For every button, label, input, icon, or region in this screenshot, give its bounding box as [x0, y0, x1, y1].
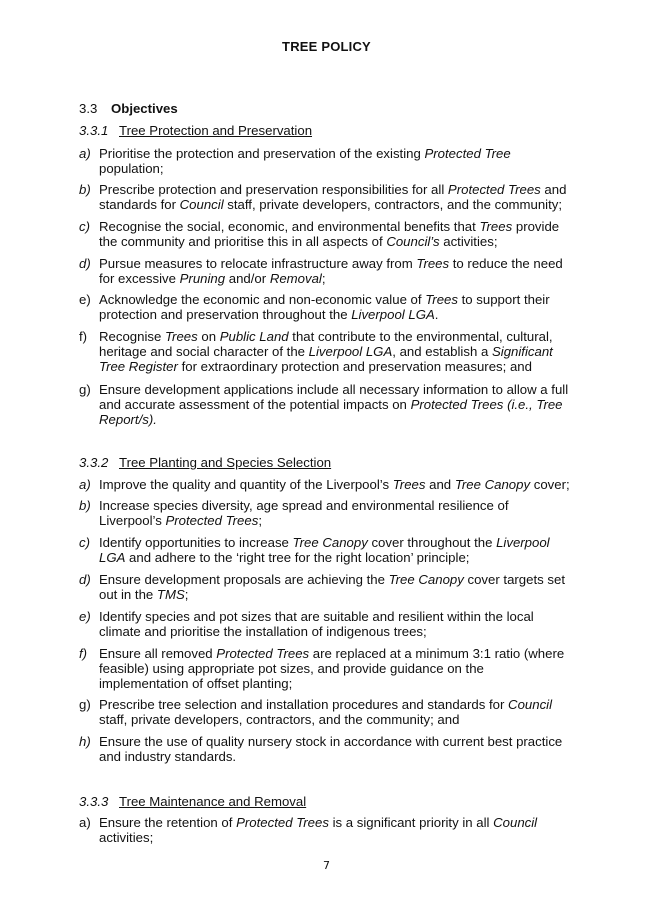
- defined-term: Protected Trees: [165, 513, 259, 528]
- defined-term: Protected Trees: [216, 646, 310, 661]
- defined-term: Trees: [392, 477, 426, 492]
- text-run: activities;: [439, 234, 498, 249]
- defined-term: Protected Trees: [236, 815, 329, 830]
- list-item: [79, 292, 579, 322]
- list-marker: b): [79, 182, 91, 197]
- list-marker: c): [79, 219, 90, 234]
- list-item-line: [99, 412, 579, 427]
- text-run: Ensure development proposals are achieving the: [99, 572, 389, 587]
- defined-term: TMS: [156, 587, 185, 602]
- list-item-line: [99, 830, 579, 845]
- list-item: [79, 498, 579, 528]
- list-item: [79, 477, 579, 492]
- text-run: staff, private developers, contractors, and the community; and: [99, 712, 460, 727]
- list-item: [79, 146, 579, 176]
- text-run: cover;: [530, 477, 570, 492]
- list-item-line: [99, 329, 579, 344]
- text-run: and/or: [225, 271, 270, 286]
- list-marker: a): [79, 815, 91, 830]
- list-item-line: [99, 749, 579, 764]
- text-run: cover targets set: [463, 572, 565, 587]
- text-run: and adhere to the ‘right tree for the right location’ principle;: [125, 550, 470, 565]
- list-item-line: [99, 697, 579, 712]
- list-item: [79, 329, 579, 374]
- subsection-heading-3-3-1: [79, 123, 312, 138]
- defined-term: Tree Canopy: [388, 572, 464, 587]
- page-number: 7: [323, 859, 330, 872]
- list-item: [79, 572, 579, 602]
- defined-term: Tree Canopy: [292, 535, 368, 550]
- list-item-line: [99, 646, 579, 661]
- section-number: 3.3: [79, 101, 98, 116]
- text-run: Liverpool’s: [99, 513, 166, 528]
- subsection-heading-3-3-3: [79, 794, 306, 809]
- text-run: are replaced at a minimum 3:1 ratio (where: [309, 646, 565, 661]
- subsection-number: 3.3.3: [79, 794, 109, 809]
- text-run: and accurate assessment of the potential impacts on: [99, 397, 411, 412]
- defined-term: Significant: [491, 344, 553, 359]
- text-run: on: [197, 329, 220, 344]
- list-item-line: [99, 661, 579, 676]
- list-item-line: [99, 712, 579, 727]
- text-run: cover throughout the: [367, 535, 497, 550]
- text-run: Prescribe tree selection and installation procedures and standards for: [99, 697, 509, 712]
- text-run: Ensure development applications include all necessary information to allow a full: [99, 382, 569, 397]
- text-run: to support their: [457, 292, 550, 307]
- defined-term: Council: [179, 197, 224, 212]
- list-item-line: [99, 572, 579, 587]
- list-item-line: [99, 292, 579, 307]
- text-run: for excessive: [99, 271, 180, 286]
- text-run: climate and prioritise the installation of indigenous trees;: [99, 624, 427, 639]
- text-run: Prescribe protection and preservation responsibilities for all: [99, 182, 448, 197]
- list-item: [79, 219, 579, 249]
- defined-term: Trees: [425, 292, 458, 307]
- text-run: for extraordinary protection and preservation measures; and: [177, 359, 532, 374]
- defined-term: Trees: [416, 256, 450, 271]
- section-heading: [79, 101, 178, 116]
- page-title: TREE POLICY: [282, 39, 371, 54]
- list-item-line: [99, 550, 579, 565]
- defined-term: Council: [493, 815, 538, 830]
- text-run: Ensure the retention of: [99, 815, 237, 830]
- list-item-line: [99, 477, 579, 492]
- text-run: Improve the quality and quantity of the Liverpool’s: [99, 477, 393, 492]
- text-run: feasible) using appropriate pot sizes, and provide guidance on the: [99, 661, 484, 676]
- text-run: Identify opportunities to increase: [99, 535, 293, 550]
- list-item-line: [99, 513, 579, 528]
- list-item-line: [99, 146, 579, 161]
- text-run: Recognise: [99, 329, 165, 344]
- text-run: implementation of offset planting;: [99, 676, 293, 691]
- text-run: Recognise the social, economic, and environmental benefits that: [99, 219, 480, 234]
- defined-term: Protected Trees (i.e., Tree: [410, 397, 563, 412]
- list-item-line: [99, 161, 579, 176]
- list-marker: h): [79, 734, 91, 749]
- list-item-line: [99, 734, 579, 749]
- list-item-line: [99, 676, 579, 691]
- defined-term: Protected Trees: [447, 182, 541, 197]
- list-item: [79, 182, 579, 212]
- text-run: Prioritise the protection and preservation of the existing: [99, 146, 425, 161]
- text-run: Ensure all removed: [99, 646, 217, 661]
- subsection-number: 3.3.2: [79, 455, 109, 470]
- text-run: to reduce the need: [449, 256, 563, 271]
- list-marker: a): [79, 146, 91, 161]
- text-run: provide: [512, 219, 560, 234]
- text-run: Increase species diversity, age spread and environmental resilience of: [99, 498, 509, 513]
- text-run: the community and prioritise this in all aspects of: [99, 234, 387, 249]
- defined-term: Liverpool: [496, 535, 550, 550]
- defined-term: Tree Canopy: [454, 477, 531, 492]
- list-marker: b): [79, 498, 91, 513]
- text-run: ;: [321, 271, 326, 286]
- text-run: and industry standards.: [99, 749, 237, 764]
- text-run: staff, private developers, contractors, and the community;: [223, 197, 563, 212]
- defined-term: Report/s).: [99, 412, 157, 427]
- defined-term: Pruning: [179, 271, 226, 286]
- defined-term: Trees: [479, 219, 513, 234]
- list-item-line: [99, 498, 579, 513]
- text-run: protection and preservation throughout the: [99, 307, 352, 322]
- list-item-line: [99, 219, 579, 234]
- subsection-number: 3.3.1: [79, 123, 109, 138]
- list-marker: a): [79, 477, 91, 492]
- list-marker: e): [79, 292, 91, 307]
- text-run: Ensure the use of quality nursery stock in accordance with current best practice: [99, 734, 563, 749]
- defined-term: Protected Tree: [424, 146, 511, 161]
- defined-term: LGA: [99, 550, 126, 565]
- list-item-line: [99, 307, 579, 322]
- list-marker: e): [79, 609, 91, 624]
- text-run: Pursue measures to relocate infrastructure away from: [99, 256, 417, 271]
- list-item-line: [99, 271, 579, 286]
- list-item-line: [99, 197, 579, 212]
- section-title: Objectives: [111, 101, 178, 116]
- list-item: [79, 382, 579, 427]
- defined-term: Liverpool LGA: [308, 344, 393, 359]
- text-run: population;: [99, 161, 164, 176]
- text-run: is a significant priority in all: [328, 815, 494, 830]
- list-item: [79, 256, 579, 286]
- list-item-line: [99, 587, 579, 602]
- subsection-title: Tree Maintenance and Removal: [119, 794, 307, 809]
- subsection-title: Tree Planting and Species Selection: [119, 455, 332, 470]
- text-run: , and establish a: [392, 344, 492, 359]
- list-marker: g): [79, 382, 91, 397]
- list-marker: g): [79, 697, 91, 712]
- list-marker: d): [79, 572, 91, 587]
- list-item: [79, 734, 579, 764]
- list-item-line: [99, 382, 579, 397]
- list-marker: d): [79, 256, 91, 271]
- defined-term: Removal: [269, 271, 322, 286]
- defined-term: Tree Register: [99, 359, 178, 374]
- list-item-line: [99, 359, 579, 374]
- list-item: [79, 646, 579, 691]
- text-run: .: [434, 307, 439, 322]
- list-item-line: [99, 344, 579, 359]
- text-run: out in the: [99, 587, 157, 602]
- list-item-line: [99, 609, 579, 624]
- list-item-line: [99, 256, 579, 271]
- defined-term: Public Land: [219, 329, 289, 344]
- text-run: heritage and social character of the: [99, 344, 309, 359]
- list-marker: c): [79, 535, 90, 550]
- text-run: that contribute to the environmental, cultural,: [288, 329, 553, 344]
- list-item-line: [99, 182, 579, 197]
- text-run: ;: [184, 587, 189, 602]
- subsection-heading-3-3-2: [79, 455, 331, 470]
- text-run: ;: [258, 513, 262, 528]
- text-run: activities;: [99, 830, 154, 845]
- list-marker: f): [79, 329, 88, 344]
- list-marker: f): [79, 646, 88, 661]
- text-run: standards for: [99, 197, 180, 212]
- list-item: [79, 815, 579, 845]
- defined-term: Council: [508, 697, 553, 712]
- text-run: Identify species and pot sizes that are suitable and resilient within the local: [99, 609, 534, 624]
- list-item-line: [99, 815, 579, 830]
- list-item: [79, 697, 579, 727]
- text-run: and: [425, 477, 455, 492]
- defined-term: Council’s: [386, 234, 440, 249]
- list-item-line: [99, 535, 579, 550]
- defined-term: Trees: [164, 329, 198, 344]
- list-item-line: [99, 624, 579, 639]
- list-item: [79, 535, 579, 565]
- list-item-line: [99, 234, 579, 249]
- list-item-line: [99, 397, 579, 412]
- text-run: Acknowledge the economic and non-economic value of: [99, 292, 426, 307]
- text-run: and: [540, 182, 567, 197]
- defined-term: Liverpool LGA: [351, 307, 435, 322]
- subsection-title: Tree Protection and Preservation: [119, 123, 313, 138]
- list-item: [79, 609, 579, 639]
